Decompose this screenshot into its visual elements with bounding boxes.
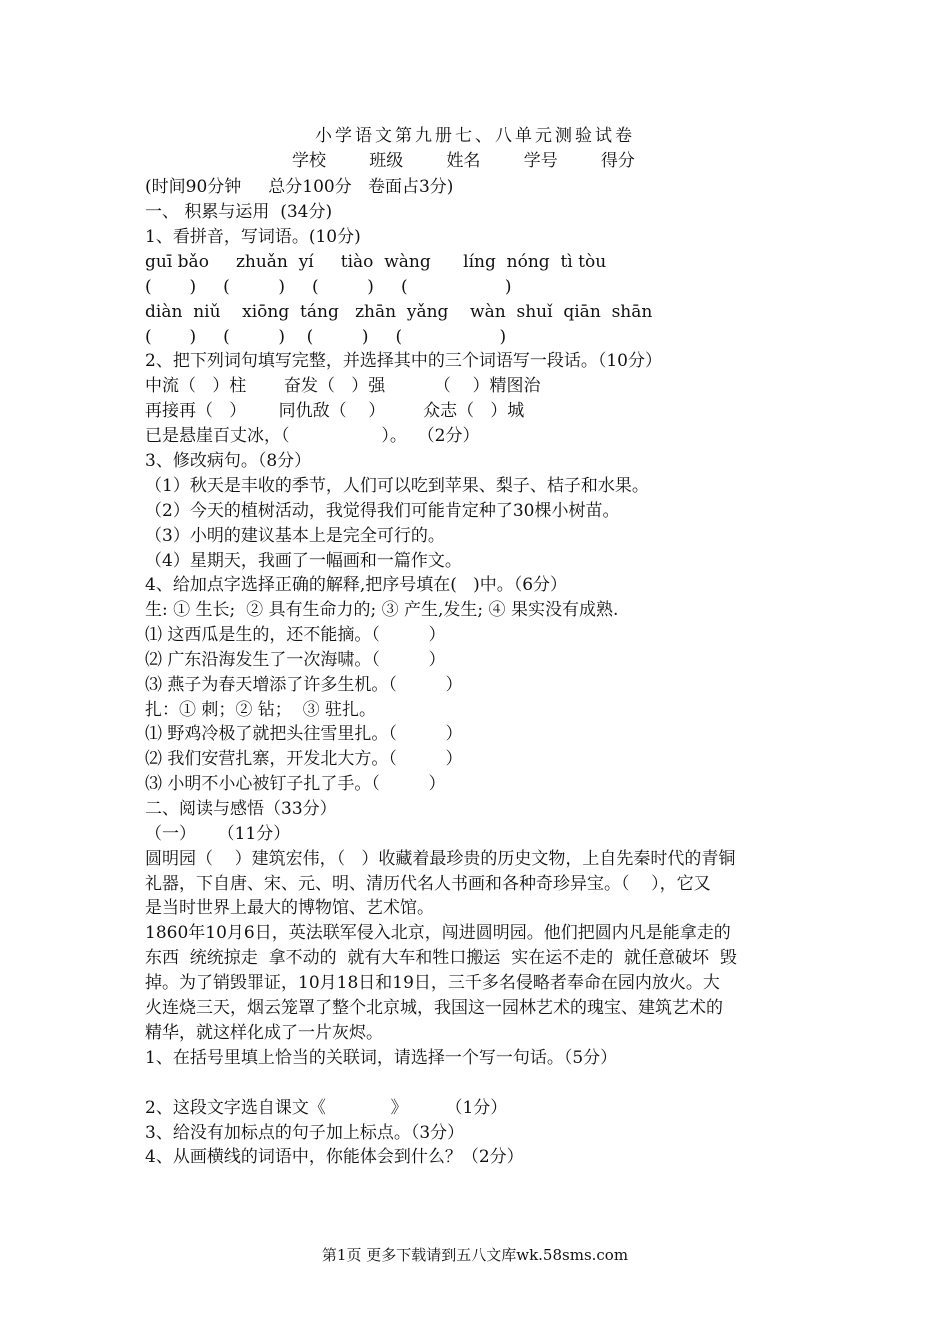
q3-item-2: （2）今天的植树活动，我觉得我们可能肯定种了30棵小树苗。 [145, 501, 620, 521]
passage-line-2: 礼器，下自唐、宋、元、明、清历代名人书画和各种奇珍异宝。（ ），它又 [145, 874, 711, 894]
q4-zha-item-3: ⑶ 小明不小心被钉子扎了手。（ ） [145, 774, 446, 794]
passage-line-7: 火连烧三天，烟云笼罩了整个北京城，我国这一园林艺术的瑰宝、建筑艺术的 [145, 998, 723, 1018]
q1-pinyin-row1: guī bǎo zhuǎn yí tiào wàng líng nóng tì tòu [145, 252, 607, 272]
q3-item-4: （4）星期天，我画了一幅画和一篇作文。 [145, 551, 462, 571]
section2-part1-heading: （一） （11分） [145, 824, 291, 844]
q4-sheng-item-1: ⑴ 这西瓜是生的，还不能摘。（ ） [145, 625, 446, 645]
q1-prompt: 1、看拼音，写词语。(10分) [145, 227, 361, 247]
section2-heading: 二、阅读与感悟（33分） [145, 799, 337, 819]
q4-def-sheng: 生: ① 生长; ② 具有生命力的; ③ 产生,发生; ④ 果实没有成熟. [145, 600, 619, 620]
student-info-line: 学校 班级 姓名 学号 得分 [292, 151, 635, 171]
q1-blanks-row1: ( ) ( ) ( ) ( ) [145, 277, 512, 297]
exam-title: 小学语文第九册七、八单元测验试卷 [315, 126, 635, 146]
q4-zha-item-2: ⑵ 我们安营扎寨，开发北大方。（ ） [145, 749, 463, 769]
q3-prompt: 3、修改病句。（8分） [145, 451, 312, 471]
exam-meta: (时间90分钟 总分100分 卷面占3分) [145, 177, 454, 197]
passage-line-5: 东西 统统掠走 拿不动的 就有大车和牲口搬运 实在运不走的 就任意破坏 毁 [145, 948, 737, 968]
q2-line3: 已是悬崖百丈冰，（ ）。 （2分） [145, 426, 480, 446]
passage-line-4: 1860年10月6日，英法联军侵入北京，闯进圆明园。他们把圆内凡是能拿走的 [145, 923, 731, 943]
q1-blanks-row2: ( ) ( ) ( ) ( ) [145, 327, 507, 347]
reading-question-2: 2、这段文字选自课文《 》 （1分） [145, 1098, 508, 1118]
reading-question-4: 4、从画横线的词语中，你能体会到什么？（2分） [145, 1147, 524, 1167]
q2-prompt: 2、把下列词句填写完整，并选择其中的三个词语写一段话。（10分） [145, 351, 662, 371]
page-footer: 第1页 更多下载请到五八文库wk.58sms.com [321, 1246, 629, 1264]
passage-line-1: 圆明园（ ）建筑宏伟，（ ）收藏着最珍贵的历史文物，上自先秦时代的青铜 [145, 849, 736, 869]
q3-item-1: （1）秋天是丰收的季节，人们可以吃到苹果、梨子、桔子和水果。 [145, 476, 649, 496]
q3-item-3: （3）小明的建议基本上是完全可行的。 [145, 526, 445, 546]
q4-def-zha: 扎：① 刺；② 钻； ③ 驻扎。 [145, 700, 377, 720]
q4-prompt: 4、给加点字选择正确的解释,把序号填在( )中。（6分） [145, 575, 568, 595]
section1-heading: 一、 积累与运用 (34分) [145, 202, 333, 222]
q4-sheng-item-2: ⑵ 广东沿海发生了一次海啸。（ ） [145, 650, 446, 670]
passage-line-6: 掉。为了销毁罪证，10月18日和19日，三千多名侵略者奉命在园内放火。大 [145, 973, 720, 993]
q2-line2: 再接再（ ） 同仇敌（ ） 众志（ ）城 [145, 401, 525, 421]
reading-question-1: 1、在括号里填上恰当的关联词，请选择一个写一句话。（5分） [145, 1048, 618, 1068]
q2-line1: 中流（ ）柱 奋发（ ）强 （ ）精图治 [145, 376, 541, 396]
reading-question-3: 3、给没有加标点的句子加上标点。（3分） [145, 1123, 465, 1143]
q4-sheng-item-3: ⑶ 燕子为春天增添了许多生机。（ ） [145, 675, 463, 695]
q1-pinyin-row2: diàn niǔ xiōng táng zhān yǎng wàn shuǐ qiān shān [145, 302, 653, 322]
passage-line-8: 精华，就这样化成了一片灰烬。 [145, 1023, 383, 1043]
q4-zha-item-1: ⑴ 野鸡冷极了就把头往雪里扎。（ ） [145, 724, 463, 744]
passage-line-3: 是当时世界上最大的博物馆、艺术馆。 [145, 898, 434, 918]
